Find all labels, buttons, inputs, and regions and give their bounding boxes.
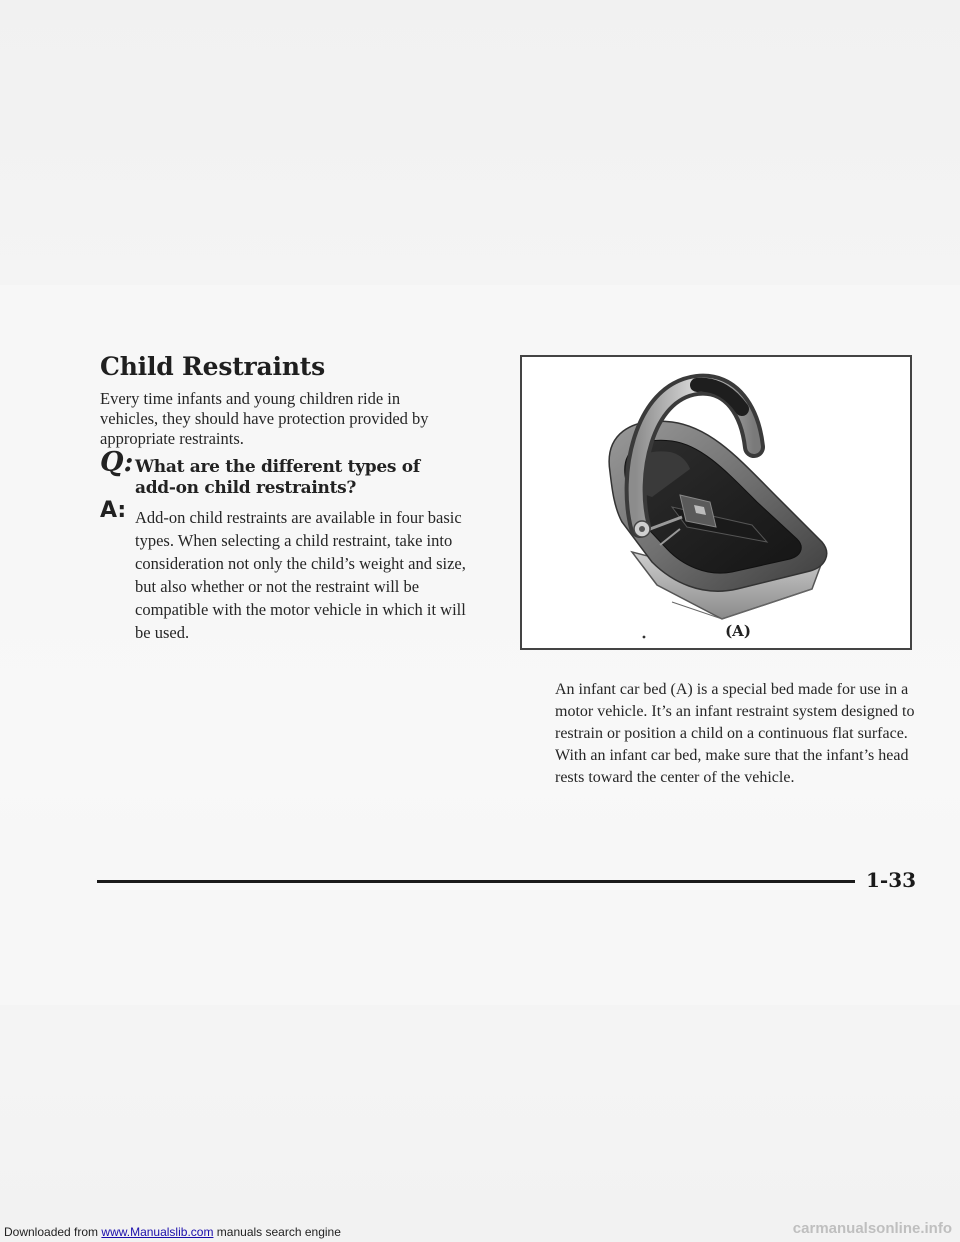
manualslib-link[interactable]: www.Manualslib.com — [101, 1225, 214, 1239]
page-number: 1-33 — [866, 868, 917, 892]
answer-text: Add-on child restraints are available in four basic types. When selecting a child restraint, take into consideration not only the child’s weight and size, but also whether or not the restraint will be compatible with the motor vehicle in which it will be used. — [135, 508, 466, 642]
answer-marker: A: — [100, 498, 127, 523]
footer-suffix: manuals search engine — [216, 1225, 341, 1239]
figure-label: (A) — [725, 622, 751, 640]
footer-prefix: Downloaded from — [4, 1225, 99, 1239]
section-heading: Child Restraints — [100, 352, 326, 381]
question-text: What are the different types of add-on child restraints? — [135, 457, 420, 498]
intro-paragraph: Every time infants and young children ride in vehicles, they should have protection provided by appropriate restraints. — [100, 389, 429, 448]
download-footer — [4, 1225, 341, 1239]
infant-car-bed-figure — [520, 355, 912, 650]
watermark-text: carmanualsonline.info — [792, 1220, 952, 1237]
question-marker: Q: — [100, 447, 134, 478]
infant-car-bed-illustration-icon — [522, 357, 910, 648]
footer-rule — [97, 880, 855, 883]
figure-caption: An infant car bed (A) is a special bed made for use in a motor vehicle. It’s an infant restraint system designed to restrain or position a child on a continuous flat surface. With an infant car bed, make sure that the infant’s head rests toward the center of the vehicle. — [555, 681, 915, 786]
